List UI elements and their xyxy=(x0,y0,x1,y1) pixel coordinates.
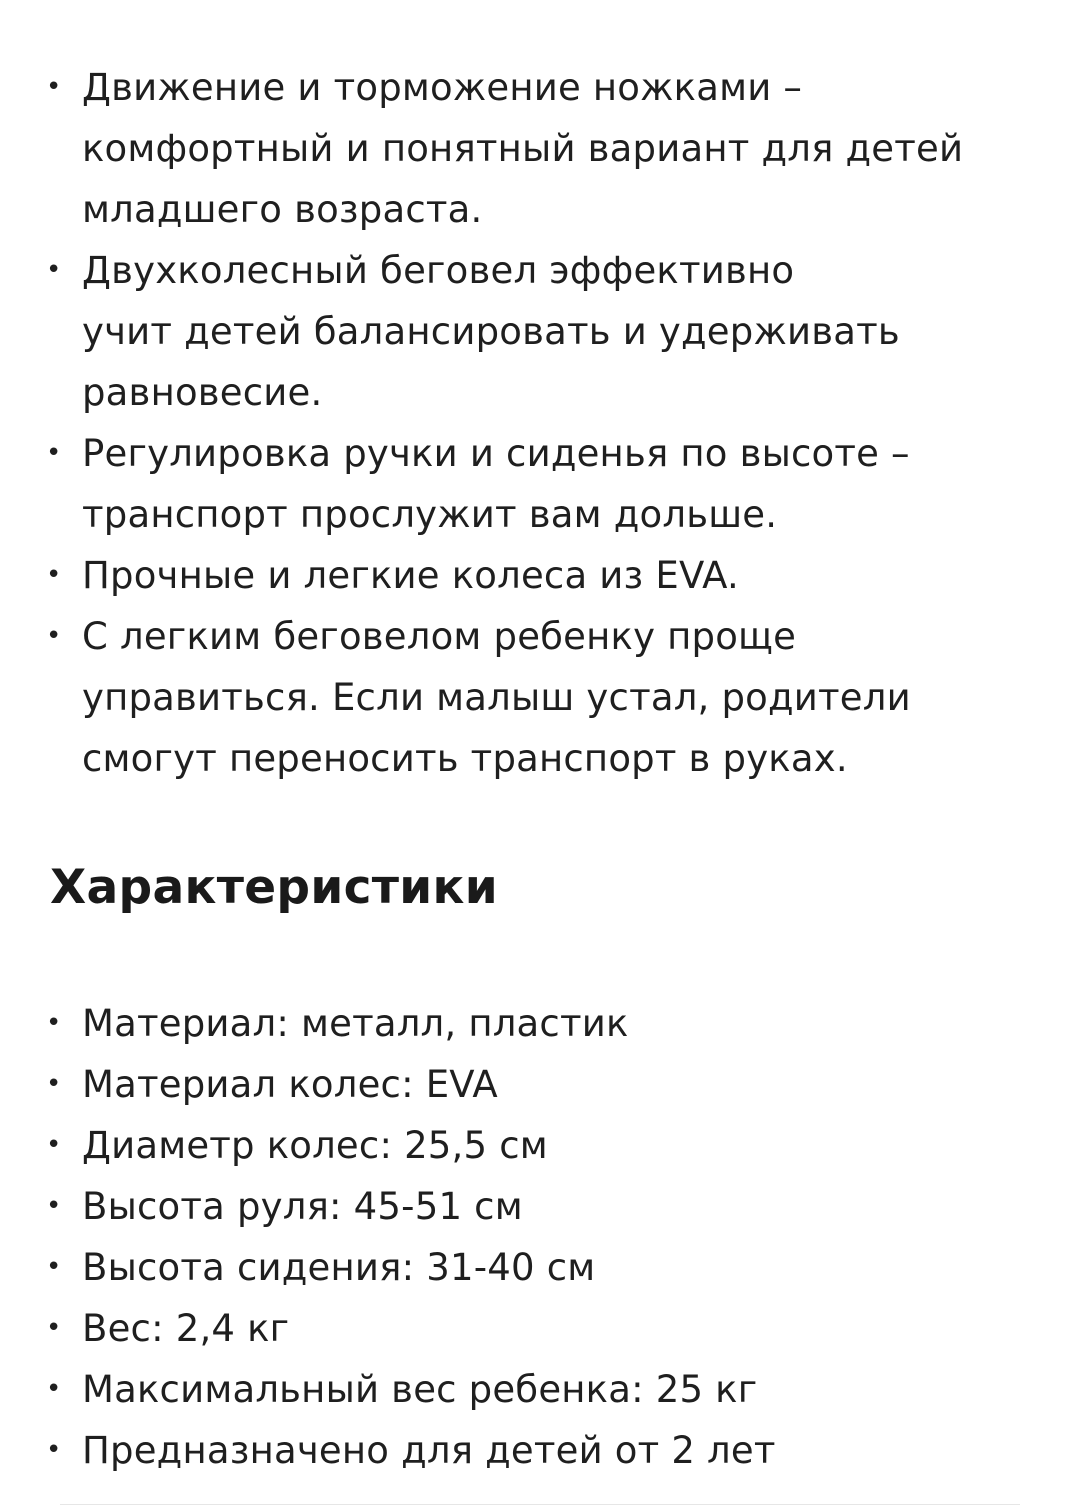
spec-item-wheel-diameter: • Диаметр колес: 25,5 см xyxy=(0,1115,1060,1176)
feature-item-lightweight: • С легким беговелом ребенку проще управиться. Если малыш устал, родители смогут переносить транспорт в руках. xyxy=(0,606,1060,789)
feature-item-movement: • Движение и торможение ножками – комфортный и понятный вариант для детей младшего возраста. xyxy=(0,57,1060,240)
specifications-heading: Характеристики xyxy=(50,860,498,915)
spec-item-max-child-weight: • Максимальный вес ребенка: 25 кг xyxy=(0,1359,1060,1420)
spec-item-handlebar-height: • Высота руля: 45-51 см xyxy=(0,1176,1060,1237)
feature-item-wheels: • Прочные и легкие колеса из EVA. xyxy=(0,545,1060,606)
features-list xyxy=(0,57,1060,789)
feature-item-adjustment: • Регулировка ручки и сиденья по высоте – транспорт прослужит вам дольше. xyxy=(0,423,1060,545)
spec-item-material: • Материал: металл, пластик xyxy=(0,993,1060,1054)
spec-item-weight: • Вес: 2,4 кг xyxy=(0,1298,1060,1359)
specifications-list xyxy=(0,993,1060,1481)
spec-item-age: • Предназначено для детей от 2 лет xyxy=(0,1420,1060,1481)
feature-item-balance: • Двухколесный беговел эффективно учит детей балансировать и удерживать равновесие. xyxy=(0,240,1060,423)
spec-item-wheel-material: • Материал колес: EVA xyxy=(0,1054,1060,1115)
spec-item-seat-height: • Высота сидения: 31-40 см xyxy=(0,1237,1060,1298)
